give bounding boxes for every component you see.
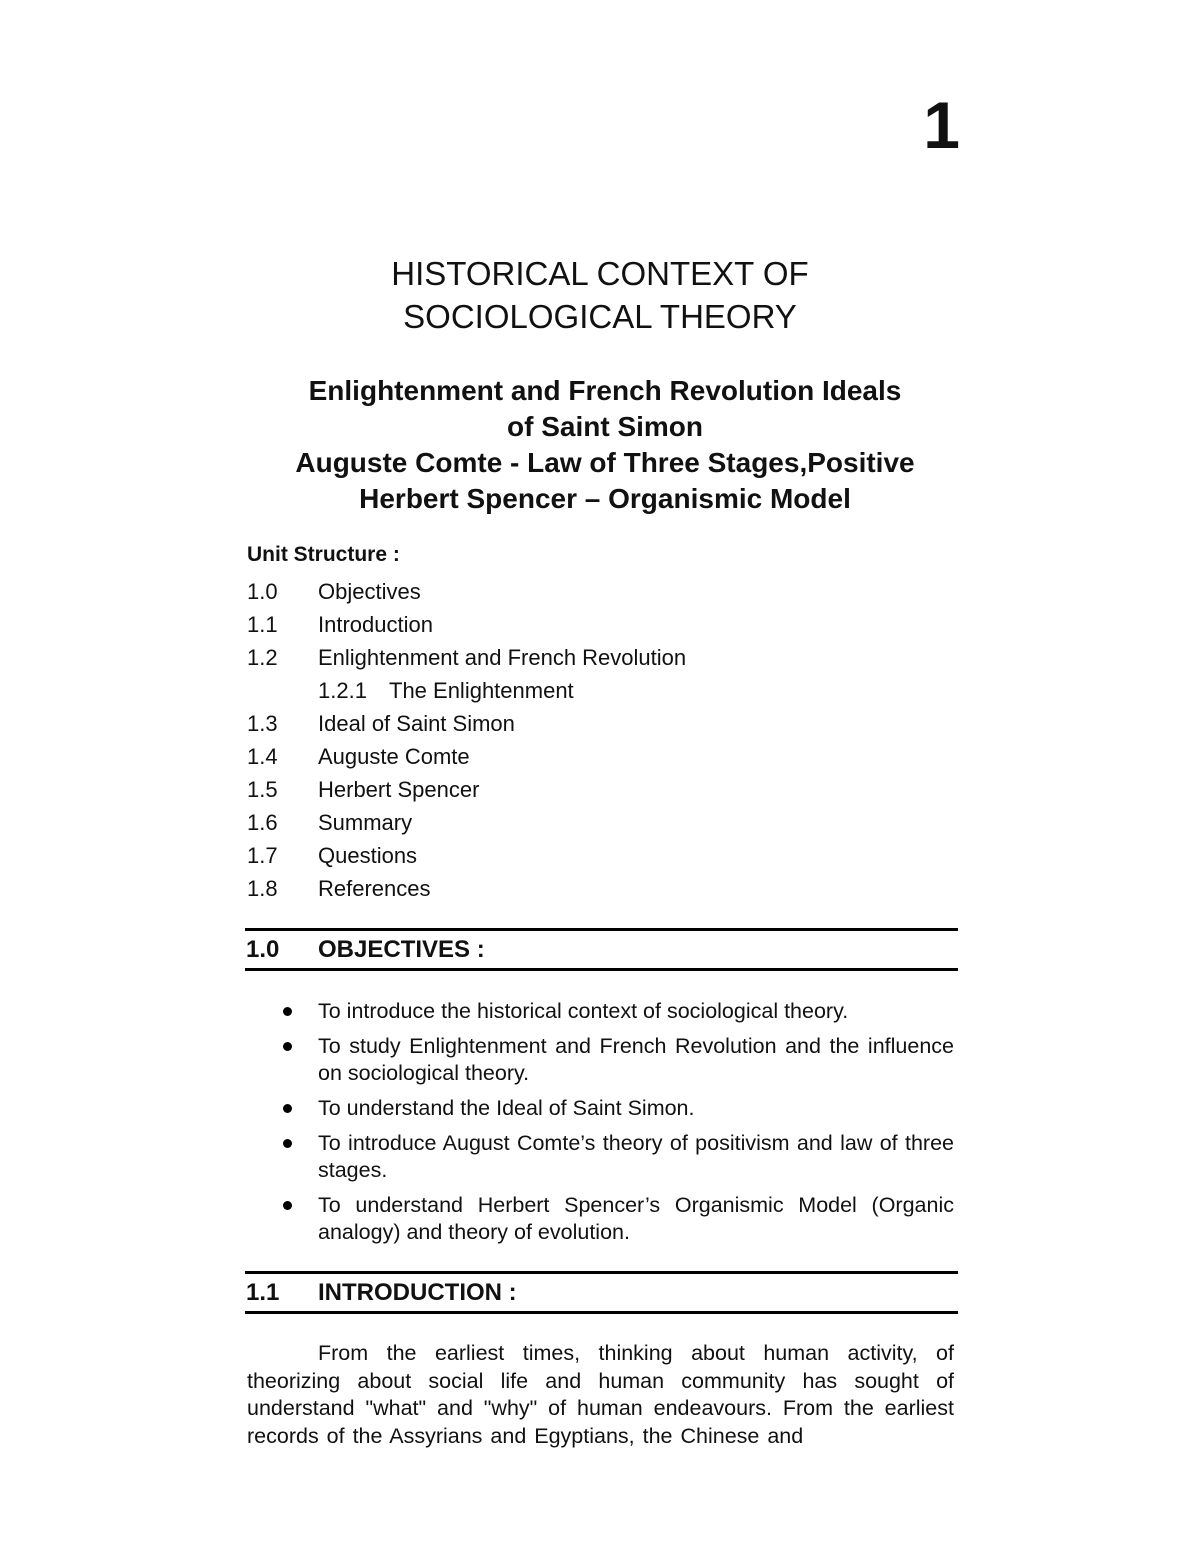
toc-number: 1.6 xyxy=(247,810,278,835)
toc-number: 1.4 xyxy=(247,744,278,769)
toc-number: 1.2.1 xyxy=(318,678,367,703)
subtitle-line: Auguste Comte - Law of Three Stages,Positive xyxy=(295,447,915,478)
section-title: INTRODUCTION : xyxy=(318,1279,517,1306)
chapter-subtitle xyxy=(200,373,1010,517)
subtitle-line: of Saint Simon xyxy=(507,411,703,442)
toc-label: Herbert Spencer xyxy=(318,777,480,802)
toc-number: 1.5 xyxy=(247,777,278,802)
objective-text: To introduce the historical context of sociological theory. xyxy=(318,999,849,1023)
objective-text: To study Enlightenment and French Revolution and the influence on sociological theory. xyxy=(318,1034,954,1085)
toc-label: Auguste Comte xyxy=(318,744,470,769)
objectives-list xyxy=(247,998,954,1254)
toc-label: Questions xyxy=(318,843,418,868)
subtitle-line: Herbert Spencer – Organismic Model xyxy=(359,483,851,514)
objective-item xyxy=(247,1033,954,1087)
unit-structure-label: Unit Structure : xyxy=(247,543,400,566)
toc-label: Ideal of Saint Simon xyxy=(318,711,515,736)
chapter-title-line: HISTORICAL CONTEXT OF xyxy=(391,255,809,292)
toc-number: 1.1 xyxy=(247,612,278,637)
toc-label: The Enlightenment xyxy=(389,678,574,703)
toc-number: 1.0 xyxy=(247,579,278,604)
chapter-title-line: SOCIOLOGICAL THEORY xyxy=(403,298,797,335)
chapter-title xyxy=(200,252,1000,338)
toc-label: References xyxy=(318,876,431,901)
objective-item xyxy=(247,1192,954,1246)
bullet-icon xyxy=(283,1007,292,1016)
toc-number: 1.7 xyxy=(247,843,278,868)
section-heading-introduction xyxy=(245,1271,958,1314)
objective-text: To understand Herbert Spencer’s Organismic Model (Organic analogy) and theory of evolution. xyxy=(318,1193,954,1244)
toc-number: 1.8 xyxy=(247,876,278,901)
section-heading-objectives xyxy=(245,928,958,971)
bullet-icon xyxy=(283,1139,292,1148)
section-number: 1.0 xyxy=(246,936,280,963)
subtitle-line: Enlightenment and French Revolution Ideals xyxy=(308,375,902,406)
toc-label: Enlightenment and French Revolution xyxy=(318,645,687,670)
objective-item xyxy=(247,998,954,1025)
toc-label: Summary xyxy=(318,810,413,835)
section-number: 1.1 xyxy=(246,1279,280,1306)
bullet-icon xyxy=(283,1042,292,1051)
toc-label: Objectives xyxy=(318,579,421,604)
toc-label: Introduction xyxy=(318,612,433,637)
bullet-icon xyxy=(283,1201,292,1210)
objective-item xyxy=(247,1095,954,1122)
toc-number: 1.2 xyxy=(247,645,278,670)
section-title: OBJECTIVES : xyxy=(318,936,485,963)
introduction-paragraph: From the earliest times, thinking about human activity, of theorizing about social life and human community has sought of understand "what" and "why" of human endeavours. From the earliest records of the Assyrians and Egyptians, the Chinese and xyxy=(247,1341,954,1448)
bullet-icon xyxy=(283,1104,292,1113)
objective-text: To understand the Ideal of Saint Simon. xyxy=(318,1096,695,1120)
objective-text: To introduce August Comte’s theory of positivism and law of three stages. xyxy=(318,1131,954,1182)
objective-item xyxy=(247,1130,954,1184)
toc-number: 1.3 xyxy=(247,711,278,736)
chapter-number: 1 xyxy=(923,88,960,162)
